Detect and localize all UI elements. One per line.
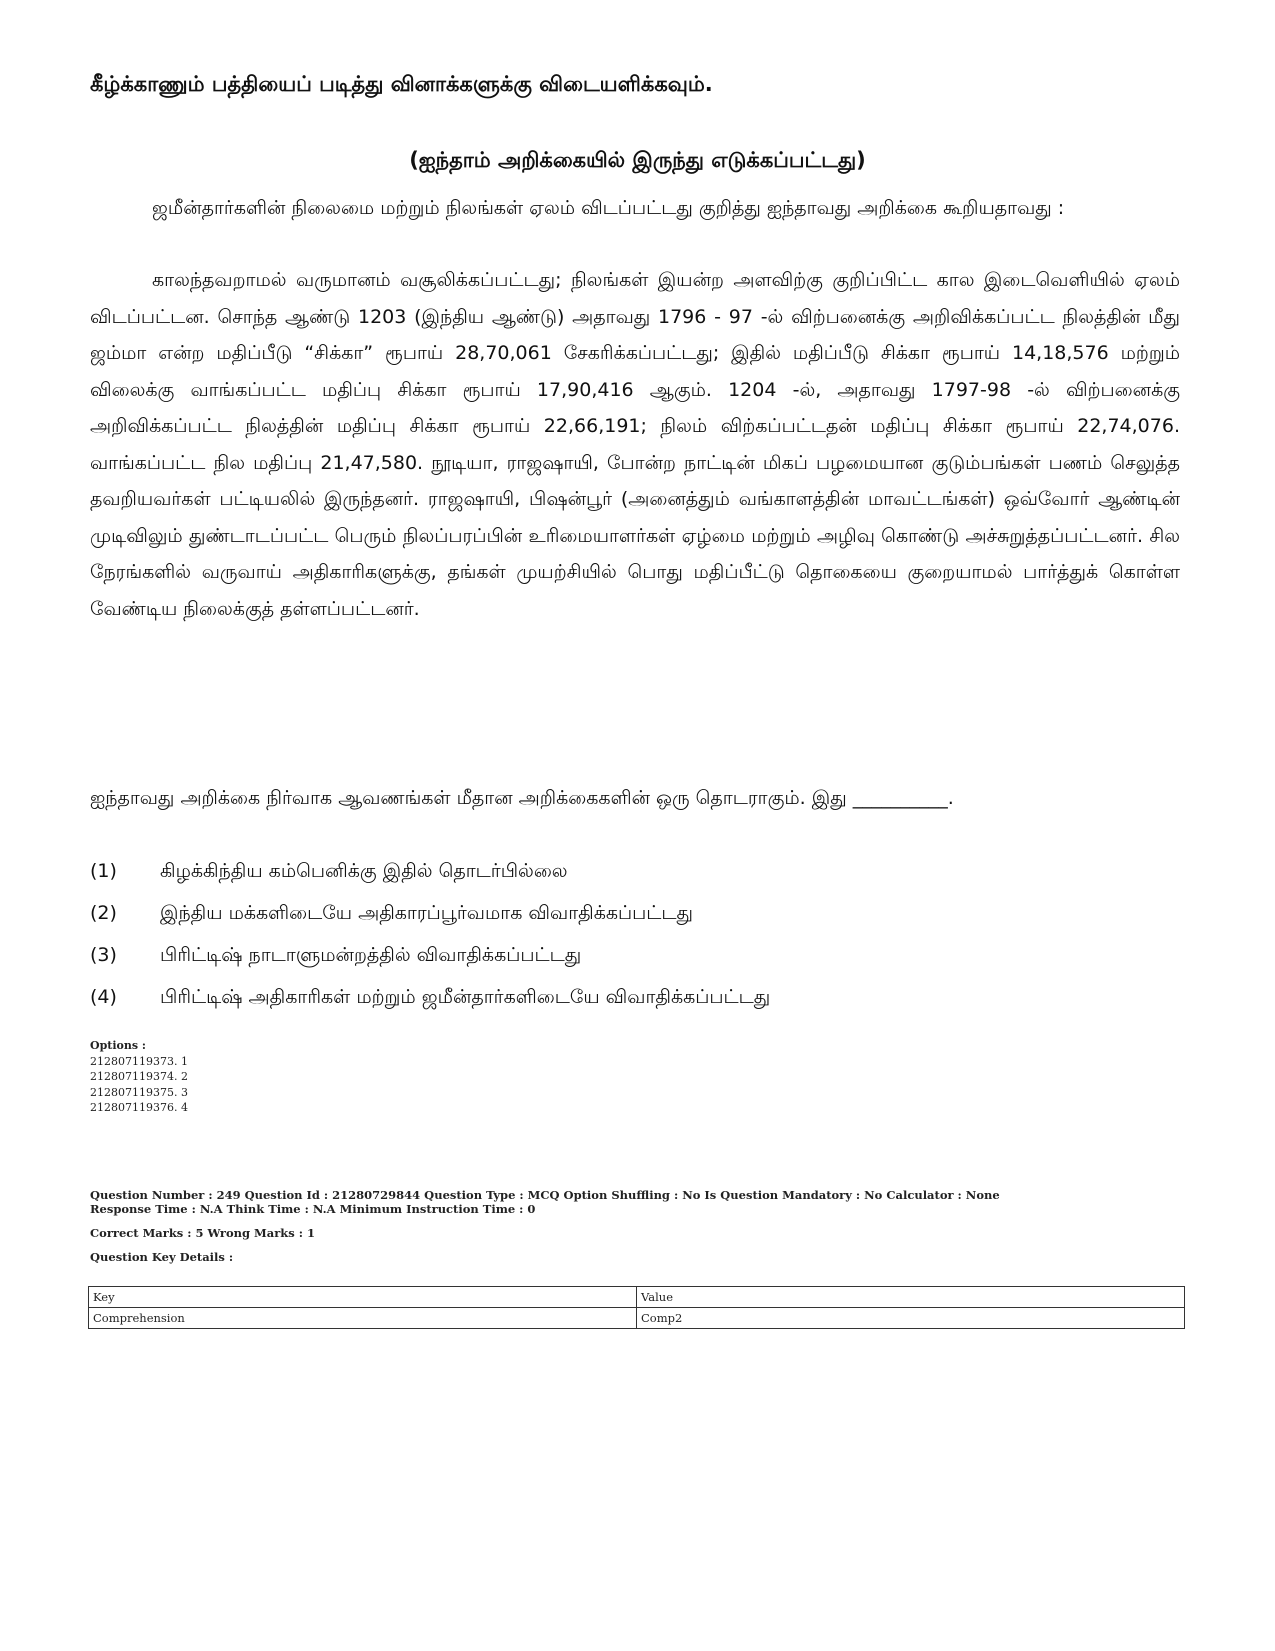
option-id: 212807119375. 3: [90, 1085, 188, 1099]
passage-paragraph-1: ஜமீன்தார்களின் நிலைமை மற்றும் நிலங்கள் ஏலம் விடப்பட்டது குறித்து ஐந்தாவது அறிக்கை கூறியதாவது :: [152, 197, 1065, 219]
options-label: Options :: [90, 1039, 146, 1052]
answer-option-4[interactable]: [90, 986, 1180, 1028]
answer-options: [90, 860, 1180, 1028]
instruction-text: கீழ்க்காணும் பத்தியைப் படித்து வினாக்களுக்கு விடையளிக்கவும்.: [90, 72, 713, 96]
table-header-row: [89, 1287, 1185, 1308]
option-number: (4): [90, 986, 117, 1008]
option-ids-block: [90, 1038, 188, 1116]
option-number: (3): [90, 944, 117, 966]
key-details-label: Question Key Details :: [90, 1250, 234, 1264]
table-cell: Comprehension: [89, 1308, 637, 1329]
option-number: (1): [90, 860, 117, 882]
passage-paragraph-2: காலந்தவறாமல் வருமானம் வசூலிக்கப்பட்டது; நிலங்கள் இயன்ற அளவிற்கு குறிப்பிட்ட கால இடைவெளியில் ஏலம் விடப்பட்டன. சொந்த ஆண்டு 1203 (இந்திய ஆண்டு) அதாவது 1796 - 97 -ல் விற்பனைக்கு அறிவிக்கப்பட்ட நிலத்தின் மீது ஜம்மா என்ற மதிப்பீடு “சிக்கா” ரூபாய் 28,70,061 சேகரிக்கப்பட்டது; இதில் மதிப்பீடு சிக்கா ரூபாய் 14,18,576 மற்றும் விலைக்கு வாங்கப்பட்ட மதிப்பு சிக்கா ரூபாய் 17,90,416 ஆகும். 1204 -ல், அதாவது 1797-98 -ல் விற்பனைக்கு அறிவிக்கப்பட்ட நிலத்தின் மதிப்பு சிக்கா ரூபாய் 22,66,191; நிலம் விற்கப்பட்டதன் மதிப்பு சிக்கா ரூபாய் 22,74,076. வாங்கப்பட்ட நில மதிப்பு 21,47,580. நூடியா, ராஜஷாயி, போன்ற நாட்டின் மிகப் பழமையான குடும்பங்கள் பணம் செலுத்த தவறியவர்கள் பட்டியலில் இருந்தனர். ராஜஷாயி, பிஷன்பூர் (அனைத்தும் வங்காளத்தின் மாவட்டங்கள்) ஒவ்வோர் ஆண்டின் முடிவிலும் துண்டாடப்பட்ட பெரும் நிலப்பரப்பின் உரிமையாளர்கள் ஏழ்மை மற்றும் அழிவு கொண்டு அச்சுறுத்தப்பட்டனர். சில நேரங்களில் வருவாய் அதிகாரிகளுக்கு, தங்கள் முயற்சியில் பொது மதிப்பீட்டு தொகையை குறையாமல் பார்த்துக் கொள்ள வேண்டிய நிலைக்குத் தள்ளப்பட்டனர்.: [90, 269, 1180, 620]
question-text: ஐந்தாவது அறிக்கை நிர்வாக ஆவணங்கள் மீதான அறிக்கைகளின் ஒரு தொடராகும். இது __________.: [90, 787, 954, 809]
table-header-cell: Value: [637, 1287, 1185, 1308]
option-text: கிழக்கிந்திய கம்பெனிக்கு இதில் தொடர்பில்லை: [160, 860, 568, 882]
table-cell: Comp2: [637, 1308, 1185, 1329]
answer-option-1[interactable]: [90, 860, 1180, 902]
table-row: [89, 1308, 1185, 1329]
passage-title: (ஐந்தாம் அறிக்கையில் இருந்து எடுக்கப்பட்டது): [409, 148, 866, 172]
marks-line: Correct Marks : 5 Wrong Marks : 1: [90, 1226, 315, 1240]
question-info-line-2: Response Time : N.A Think Time : N.A Minimum Instruction Time : 0: [90, 1202, 536, 1216]
option-number: (2): [90, 902, 117, 924]
option-text: பிரிட்டிஷ் நாடாளுமன்றத்தில் விவாதிக்கப்பட்டது: [160, 944, 582, 966]
option-id: 212807119373. 1: [90, 1054, 188, 1068]
answer-option-2[interactable]: [90, 902, 1180, 944]
option-id: 212807119374. 2: [90, 1070, 188, 1083]
table-header-cell: Key: [89, 1287, 637, 1308]
answer-option-3[interactable]: [90, 944, 1180, 986]
option-text: இந்திய மக்களிடையே அதிகாரப்பூர்வமாக விவாதிக்கப்பட்டது: [160, 902, 693, 924]
question-key-table: [88, 1286, 1185, 1329]
option-id: 212807119376. 4: [90, 1101, 188, 1114]
question-info-line-1: Question Number : 249 Question Id : 21280729844 Question Type : MCQ Option Shuffling : No Is Question Mandatory : No Calculator : None: [90, 1188, 1000, 1202]
option-text: பிரிட்டிஷ் அதிகாரிகள் மற்றும் ஜமீன்தார்களிடையே விவாதிக்கப்பட்டது: [160, 986, 771, 1008]
question-info-block: [90, 1188, 1190, 1264]
